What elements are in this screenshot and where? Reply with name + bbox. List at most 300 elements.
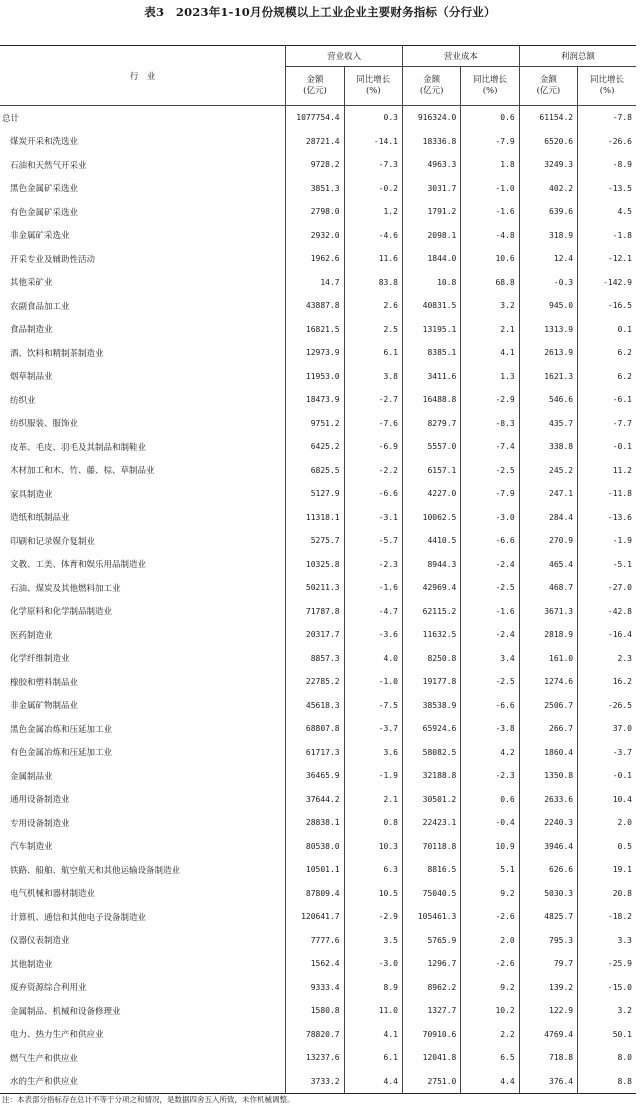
cost-growth: 10.2 bbox=[461, 999, 519, 1023]
industry-name: 石油、煤炭及其他燃料加工业 bbox=[10, 583, 121, 594]
industry-name: 文教、工美、体育和娱乐用品制造业 bbox=[10, 560, 147, 571]
cost-growth: 9.2 bbox=[461, 976, 519, 1000]
profit-group-header: 利润总额 bbox=[519, 46, 636, 67]
table-row bbox=[0, 482, 636, 506]
revenue-amount: 28838.1 bbox=[286, 811, 344, 835]
cost-amount: 2098.1 bbox=[403, 224, 461, 248]
table-row bbox=[0, 788, 636, 812]
profit-amount: 1621.3 bbox=[519, 365, 577, 389]
cost-amount: 8944.3 bbox=[403, 553, 461, 577]
revenue-growth: -2.2 bbox=[344, 459, 402, 483]
profit-growth-header bbox=[578, 67, 636, 106]
profit-growth: -13.6 bbox=[578, 506, 636, 530]
revenue-growth: -5.7 bbox=[344, 529, 402, 553]
revenue-amount: 61717.3 bbox=[286, 741, 344, 765]
industry-name: 纺织业 bbox=[10, 395, 36, 406]
profit-growth: 11.2 bbox=[578, 459, 636, 483]
profit-amount: 639.6 bbox=[519, 200, 577, 224]
cost-growth: -7.9 bbox=[461, 130, 519, 154]
cost-amount: 4963.3 bbox=[403, 153, 461, 177]
industry-name: 造纸和纸制品业 bbox=[10, 513, 70, 524]
profit-amount: 61154.2 bbox=[519, 106, 577, 130]
industry-name: 计算机、通信和其他电子设备制造业 bbox=[10, 912, 147, 923]
revenue-growth: -1.9 bbox=[344, 764, 402, 788]
profit-growth: -1.8 bbox=[578, 224, 636, 248]
table-row bbox=[0, 647, 636, 671]
profit-amount: 5030.3 bbox=[519, 882, 577, 906]
profit-amount: 4825.7 bbox=[519, 905, 577, 929]
industry-name: 酒、饮料和精制茶制造业 bbox=[10, 348, 104, 359]
profit-growth: 3.2 bbox=[578, 999, 636, 1023]
revenue-growth: 11.6 bbox=[344, 247, 402, 271]
industry-name: 食品制造业 bbox=[10, 325, 53, 336]
profit-growth: -25.9 bbox=[578, 952, 636, 976]
cost-growth: -8.3 bbox=[461, 412, 519, 436]
industry-name: 总计 bbox=[2, 113, 20, 124]
table-row bbox=[0, 294, 636, 318]
table-row bbox=[0, 435, 636, 459]
cost-growth: 4.1 bbox=[461, 341, 519, 365]
revenue-growth: -2.3 bbox=[344, 553, 402, 577]
profit-amount: 79.7 bbox=[519, 952, 577, 976]
industry-name: 有色金属矿采选业 bbox=[10, 207, 79, 218]
cost-amount: 16488.8 bbox=[403, 388, 461, 412]
industry-name: 电气机械和器材制造业 bbox=[10, 889, 96, 900]
profit-growth: 3.3 bbox=[578, 929, 636, 953]
profit-growth: -0.1 bbox=[578, 435, 636, 459]
cost-amount: 916324.0 bbox=[403, 106, 461, 130]
industry-name: 仪器仪表制造业 bbox=[10, 936, 70, 947]
cost-amount: 1296.7 bbox=[403, 952, 461, 976]
profit-amount: 3946.4 bbox=[519, 835, 577, 859]
table-row bbox=[0, 318, 636, 342]
revenue-amount: 10501.1 bbox=[286, 858, 344, 882]
profit-growth: -11.8 bbox=[578, 482, 636, 506]
table-row bbox=[0, 882, 636, 906]
revenue-amount: 8857.3 bbox=[286, 647, 344, 671]
header-label: 金额 bbox=[539, 75, 557, 85]
revenue-growth: 0.8 bbox=[344, 811, 402, 835]
revenue-amount: 6825.5 bbox=[286, 459, 344, 483]
table-row bbox=[0, 1023, 636, 1047]
profit-amount: 465.4 bbox=[519, 553, 577, 577]
revenue-growth: -3.7 bbox=[344, 717, 402, 741]
revenue-amount: 28721.4 bbox=[286, 130, 344, 154]
cost-growth: -7.9 bbox=[461, 482, 519, 506]
cost-amount: 1791.2 bbox=[403, 200, 461, 224]
industry-name: 医药制造业 bbox=[10, 630, 53, 641]
table-row bbox=[0, 130, 636, 154]
profit-growth: 8.8 bbox=[578, 1070, 636, 1094]
cost-growth: -0.4 bbox=[461, 811, 519, 835]
cost-growth: 2.0 bbox=[461, 929, 519, 953]
revenue-amount: 7777.6 bbox=[286, 929, 344, 953]
header-label: 同比增长 bbox=[473, 75, 508, 85]
revenue-growth: 6.1 bbox=[344, 341, 402, 365]
table-row bbox=[0, 341, 636, 365]
profit-growth: 0.1 bbox=[578, 318, 636, 342]
profit-amount: -0.3 bbox=[519, 271, 577, 295]
revenue-amount: 10325.8 bbox=[286, 553, 344, 577]
cost-amount: 4227.0 bbox=[403, 482, 461, 506]
cost-growth: 6.5 bbox=[461, 1046, 519, 1070]
profit-growth: 0.5 bbox=[578, 835, 636, 859]
cost-growth: -1.6 bbox=[461, 200, 519, 224]
profit-amount: 435.7 bbox=[519, 412, 577, 436]
revenue-growth: 10.5 bbox=[344, 882, 402, 906]
revenue-growth: -1.6 bbox=[344, 576, 402, 600]
profit-amount: 1313.9 bbox=[519, 318, 577, 342]
revenue-amount: 14.7 bbox=[286, 271, 344, 295]
industry-name: 燃气生产和供应业 bbox=[10, 1053, 79, 1064]
table-row bbox=[0, 694, 636, 718]
profit-growth: 6.2 bbox=[578, 341, 636, 365]
profit-amount: 402.2 bbox=[519, 177, 577, 201]
cost-growth: -2.5 bbox=[461, 459, 519, 483]
cost-amount: 12041.8 bbox=[403, 1046, 461, 1070]
profit-amount: 338.8 bbox=[519, 435, 577, 459]
revenue-growth-header bbox=[344, 67, 402, 106]
cost-amount: 5765.9 bbox=[403, 929, 461, 953]
profit-growth: -7.7 bbox=[578, 412, 636, 436]
industry-name: 水的生产和供应业 bbox=[0, 1070, 286, 1094]
table-row bbox=[0, 741, 636, 765]
revenue-amount: 87809.4 bbox=[286, 882, 344, 906]
profit-growth: -42.8 bbox=[578, 600, 636, 624]
industry-name: 农副食品加工业 bbox=[10, 301, 70, 312]
revenue-growth: 3.5 bbox=[344, 929, 402, 953]
profit-growth: -0.1 bbox=[578, 764, 636, 788]
profit-growth: -3.7 bbox=[578, 741, 636, 765]
table-row bbox=[0, 247, 636, 271]
revenue-amount: 22785.2 bbox=[286, 670, 344, 694]
table-row bbox=[0, 200, 636, 224]
revenue-amount: 120641.7 bbox=[286, 905, 344, 929]
revenue-growth: -2.9 bbox=[344, 905, 402, 929]
profit-amount: 546.6 bbox=[519, 388, 577, 412]
cost-amount: 8962.2 bbox=[403, 976, 461, 1000]
table-title: 表3 2023年1-10月份规模以上工业企业主要财务指标（分行业） bbox=[144, 5, 496, 19]
cost-growth: -1.6 bbox=[461, 600, 519, 624]
profit-amount: 2818.9 bbox=[519, 623, 577, 647]
profit-amount: 139.2 bbox=[519, 976, 577, 1000]
cost-amount: 5557.0 bbox=[403, 435, 461, 459]
profit-amount: 2240.3 bbox=[519, 811, 577, 835]
profit-growth: -16.4 bbox=[578, 623, 636, 647]
cost-amount: 10062.5 bbox=[403, 506, 461, 530]
revenue-growth: 3.8 bbox=[344, 365, 402, 389]
profit-growth: 20.8 bbox=[578, 882, 636, 906]
profit-growth: -8.9 bbox=[578, 153, 636, 177]
revenue-amount: 50211.3 bbox=[286, 576, 344, 600]
table-row bbox=[0, 153, 636, 177]
profit-growth: -26.5 bbox=[578, 694, 636, 718]
cost-growth: 10.9 bbox=[461, 835, 519, 859]
cost-amount: 40831.5 bbox=[403, 294, 461, 318]
cost-growth: -2.4 bbox=[461, 553, 519, 577]
cost-amount: 22423.1 bbox=[403, 811, 461, 835]
table-row bbox=[0, 459, 636, 483]
cost-amount: 6157.1 bbox=[403, 459, 461, 483]
revenue-growth: -6.6 bbox=[344, 482, 402, 506]
revenue-amount: 68807.8 bbox=[286, 717, 344, 741]
table-row bbox=[0, 999, 636, 1023]
profit-growth: 10.4 bbox=[578, 788, 636, 812]
table-row bbox=[0, 388, 636, 412]
table-row bbox=[0, 1070, 636, 1094]
table-row bbox=[0, 224, 636, 248]
industry-name: 印刷和记录媒介复制业 bbox=[10, 536, 96, 547]
table-row bbox=[0, 811, 636, 835]
industry-name: 烟草制品业 bbox=[10, 372, 53, 383]
profit-growth: -6.1 bbox=[578, 388, 636, 412]
table-row bbox=[0, 952, 636, 976]
profit-amount: 1350.8 bbox=[519, 764, 577, 788]
industry-name: 化学纤维制造业 bbox=[10, 654, 70, 665]
revenue-amount: 5127.9 bbox=[286, 482, 344, 506]
cost-growth: -2.9 bbox=[461, 388, 519, 412]
revenue-growth: -4.7 bbox=[344, 600, 402, 624]
cost-growth: -3.0 bbox=[461, 506, 519, 530]
cost-growth: 1.8 bbox=[461, 153, 519, 177]
header-unit: (%) bbox=[482, 86, 498, 96]
table-row bbox=[0, 858, 636, 882]
header-label: 金额 bbox=[306, 75, 324, 85]
revenue-growth: 6.3 bbox=[344, 858, 402, 882]
revenue-growth: -7.3 bbox=[344, 153, 402, 177]
industry-name: 专用设备制造业 bbox=[10, 818, 70, 829]
revenue-amount: 3733.2 bbox=[286, 1070, 344, 1094]
profit-amount: 3249.3 bbox=[519, 153, 577, 177]
table-row bbox=[0, 623, 636, 647]
cost-amount: 13195.1 bbox=[403, 318, 461, 342]
revenue-growth: 1.2 bbox=[344, 200, 402, 224]
table-row bbox=[0, 905, 636, 929]
profit-amount: 266.7 bbox=[519, 717, 577, 741]
revenue-amount: 80538.0 bbox=[286, 835, 344, 859]
industry-name: 纺织服装、服饰业 bbox=[10, 419, 79, 430]
profit-amount: 1860.4 bbox=[519, 741, 577, 765]
profit-growth: 19.1 bbox=[578, 858, 636, 882]
cost-amount: 70118.8 bbox=[403, 835, 461, 859]
revenue-growth: -3.1 bbox=[344, 506, 402, 530]
profit-growth: -15.0 bbox=[578, 976, 636, 1000]
profit-amount: 718.8 bbox=[519, 1046, 577, 1070]
industry-name: 其他制造业 bbox=[10, 959, 53, 970]
cost-amount: 1844.0 bbox=[403, 247, 461, 271]
revenue-growth: -2.7 bbox=[344, 388, 402, 412]
profit-growth: 6.2 bbox=[578, 365, 636, 389]
cost-growth-header bbox=[461, 67, 519, 106]
header-unit: (亿元) bbox=[419, 86, 444, 96]
cost-growth: -2.6 bbox=[461, 952, 519, 976]
industry-name: 非金属矿物制品业 bbox=[10, 701, 79, 712]
profit-growth: -16.5 bbox=[578, 294, 636, 318]
cost-growth: -1.0 bbox=[461, 177, 519, 201]
table-row bbox=[0, 106, 636, 130]
revenue-growth: 0.3 bbox=[344, 106, 402, 130]
cost-amount: 62115.2 bbox=[403, 600, 461, 624]
profit-amount: 2633.6 bbox=[519, 788, 577, 812]
revenue-amount: 1562.4 bbox=[286, 952, 344, 976]
cost-growth: 2.2 bbox=[461, 1023, 519, 1047]
profit-amount: 6520.6 bbox=[519, 130, 577, 154]
profit-growth: -142.9 bbox=[578, 271, 636, 295]
cost-amount: 4410.5 bbox=[403, 529, 461, 553]
profit-growth: 8.0 bbox=[578, 1046, 636, 1070]
cost-growth: -2.4 bbox=[461, 623, 519, 647]
profit-growth: -7.8 bbox=[578, 106, 636, 130]
revenue-growth: -14.1 bbox=[344, 130, 402, 154]
table-row bbox=[0, 553, 636, 577]
cost-amount: 8816.5 bbox=[403, 858, 461, 882]
cost-amount: 32188.8 bbox=[403, 764, 461, 788]
cost-amount: 1327.7 bbox=[403, 999, 461, 1023]
profit-growth: -13.5 bbox=[578, 177, 636, 201]
revenue-amount: 3851.3 bbox=[286, 177, 344, 201]
cost-amount: 8250.8 bbox=[403, 647, 461, 671]
industry-name: 非金属矿采选业 bbox=[10, 231, 70, 242]
profit-amount: 122.9 bbox=[519, 999, 577, 1023]
industry-name: 铁路、船舶、航空航天和其他运输设备制造业 bbox=[10, 865, 181, 876]
profit-amount: 1274.6 bbox=[519, 670, 577, 694]
industry-name: 金属制品、机械和设备修理业 bbox=[10, 1006, 121, 1017]
cost-amount: 18336.8 bbox=[403, 130, 461, 154]
profit-amount: 3671.3 bbox=[519, 600, 577, 624]
revenue-growth: 6.1 bbox=[344, 1046, 402, 1070]
revenue-amount: 71787.8 bbox=[286, 600, 344, 624]
revenue-amount: 43887.8 bbox=[286, 294, 344, 318]
table-row bbox=[0, 412, 636, 436]
industry-name: 通用设备制造业 bbox=[10, 795, 70, 806]
revenue-amount: 1077754.4 bbox=[286, 106, 344, 130]
revenue-amount-header bbox=[286, 67, 344, 106]
cost-growth: -6.6 bbox=[461, 529, 519, 553]
table-row bbox=[0, 365, 636, 389]
revenue-growth: 10.3 bbox=[344, 835, 402, 859]
cost-amount: 11632.5 bbox=[403, 623, 461, 647]
cost-growth: -4.8 bbox=[461, 224, 519, 248]
revenue-amount: 11953.0 bbox=[286, 365, 344, 389]
revenue-amount: 11318.1 bbox=[286, 506, 344, 530]
cost-amount: 105461.3 bbox=[403, 905, 461, 929]
table-row bbox=[0, 929, 636, 953]
financial-indicators-table bbox=[0, 45, 636, 1094]
table-row bbox=[0, 835, 636, 859]
header-label: 同比增长 bbox=[356, 75, 391, 85]
revenue-amount: 9333.4 bbox=[286, 976, 344, 1000]
profit-growth: -27.0 bbox=[578, 576, 636, 600]
cost-growth: -7.4 bbox=[461, 435, 519, 459]
industry-name: 废弃资源综合利用业 bbox=[10, 983, 87, 994]
cost-amount: 8279.7 bbox=[403, 412, 461, 436]
cost-growth: 68.8 bbox=[461, 271, 519, 295]
cost-amount: 30501.2 bbox=[403, 788, 461, 812]
table-row bbox=[0, 529, 636, 553]
cost-amount: 65924.6 bbox=[403, 717, 461, 741]
industry-name: 黑色金属冶炼和压延加工业 bbox=[10, 724, 113, 735]
profit-growth: 16.2 bbox=[578, 670, 636, 694]
cost-growth: -6.6 bbox=[461, 694, 519, 718]
profit-amount: 245.2 bbox=[519, 459, 577, 483]
revenue-amount: 2798.0 bbox=[286, 200, 344, 224]
cost-amount: 58082.5 bbox=[403, 741, 461, 765]
industry-name: 木材加工和木、竹、藤、棕、草制品业 bbox=[10, 466, 155, 477]
cost-amount: 19177.8 bbox=[403, 670, 461, 694]
industry-name: 金属制品业 bbox=[10, 771, 53, 782]
revenue-amount: 1962.6 bbox=[286, 247, 344, 271]
profit-amount: 318.9 bbox=[519, 224, 577, 248]
revenue-amount: 9751.2 bbox=[286, 412, 344, 436]
cost-growth: -2.5 bbox=[461, 670, 519, 694]
revenue-growth: 4.0 bbox=[344, 647, 402, 671]
table-row bbox=[0, 506, 636, 530]
profit-amount: 270.9 bbox=[519, 529, 577, 553]
revenue-growth: -1.0 bbox=[344, 670, 402, 694]
cost-growth: 0.6 bbox=[461, 106, 519, 130]
header-label: 金额 bbox=[423, 75, 441, 85]
revenue-amount: 36465.9 bbox=[286, 764, 344, 788]
cost-amount-header bbox=[403, 67, 461, 106]
cost-amount: 70910.6 bbox=[403, 1023, 461, 1047]
revenue-amount: 1580.8 bbox=[286, 999, 344, 1023]
profit-growth: -1.9 bbox=[578, 529, 636, 553]
cost-growth: 3.2 bbox=[461, 294, 519, 318]
profit-amount: 4769.4 bbox=[519, 1023, 577, 1047]
industry-name: 电力、热力生产和供应业 bbox=[10, 1030, 104, 1041]
revenue-growth: 4.1 bbox=[344, 1023, 402, 1047]
revenue-growth: 4.4 bbox=[344, 1070, 402, 1094]
industry-name: 汽车制造业 bbox=[10, 842, 53, 853]
cost-amount: 10.8 bbox=[403, 271, 461, 295]
revenue-growth: -3.0 bbox=[344, 952, 402, 976]
profit-growth: 50.1 bbox=[578, 1023, 636, 1047]
cost-growth: 10.6 bbox=[461, 247, 519, 271]
revenue-growth: -6.9 bbox=[344, 435, 402, 459]
revenue-amount: 45618.3 bbox=[286, 694, 344, 718]
profit-amount: 945.0 bbox=[519, 294, 577, 318]
profit-growth: -18.2 bbox=[578, 905, 636, 929]
cost-growth: -2.5 bbox=[461, 576, 519, 600]
revenue-growth: 83.8 bbox=[344, 271, 402, 295]
revenue-growth: -3.6 bbox=[344, 623, 402, 647]
cost-growth: -3.8 bbox=[461, 717, 519, 741]
profit-amount-header bbox=[519, 67, 577, 106]
revenue-amount: 5275.7 bbox=[286, 529, 344, 553]
revenue-growth: -4.6 bbox=[344, 224, 402, 248]
cost-amount: 42969.4 bbox=[403, 576, 461, 600]
table-row bbox=[0, 177, 636, 201]
header-unit: (亿元) bbox=[536, 86, 561, 96]
cost-amount: 8385.1 bbox=[403, 341, 461, 365]
profit-growth: -12.1 bbox=[578, 247, 636, 271]
industry-name: 石油和天然气开采业 bbox=[10, 160, 87, 171]
profit-growth: 2.0 bbox=[578, 811, 636, 835]
profit-growth: 37.0 bbox=[578, 717, 636, 741]
cost-growth: -2.3 bbox=[461, 764, 519, 788]
revenue-growth: 3.6 bbox=[344, 741, 402, 765]
profit-amount: 247.1 bbox=[519, 482, 577, 506]
cost-amount: 3411.6 bbox=[403, 365, 461, 389]
profit-growth: -5.1 bbox=[578, 553, 636, 577]
header-unit: (亿元) bbox=[303, 86, 327, 96]
revenue-growth: -7.6 bbox=[344, 412, 402, 436]
table-row bbox=[0, 600, 636, 624]
cost-growth: 4.4 bbox=[461, 1070, 519, 1094]
cost-amount: 38538.9 bbox=[403, 694, 461, 718]
footnote: 注：本表部分指标存在总计不等于分项之和情况，是数据四舍五入所致，未作机械调整。 bbox=[2, 1095, 295, 1104]
revenue-growth: 2.5 bbox=[344, 318, 402, 342]
